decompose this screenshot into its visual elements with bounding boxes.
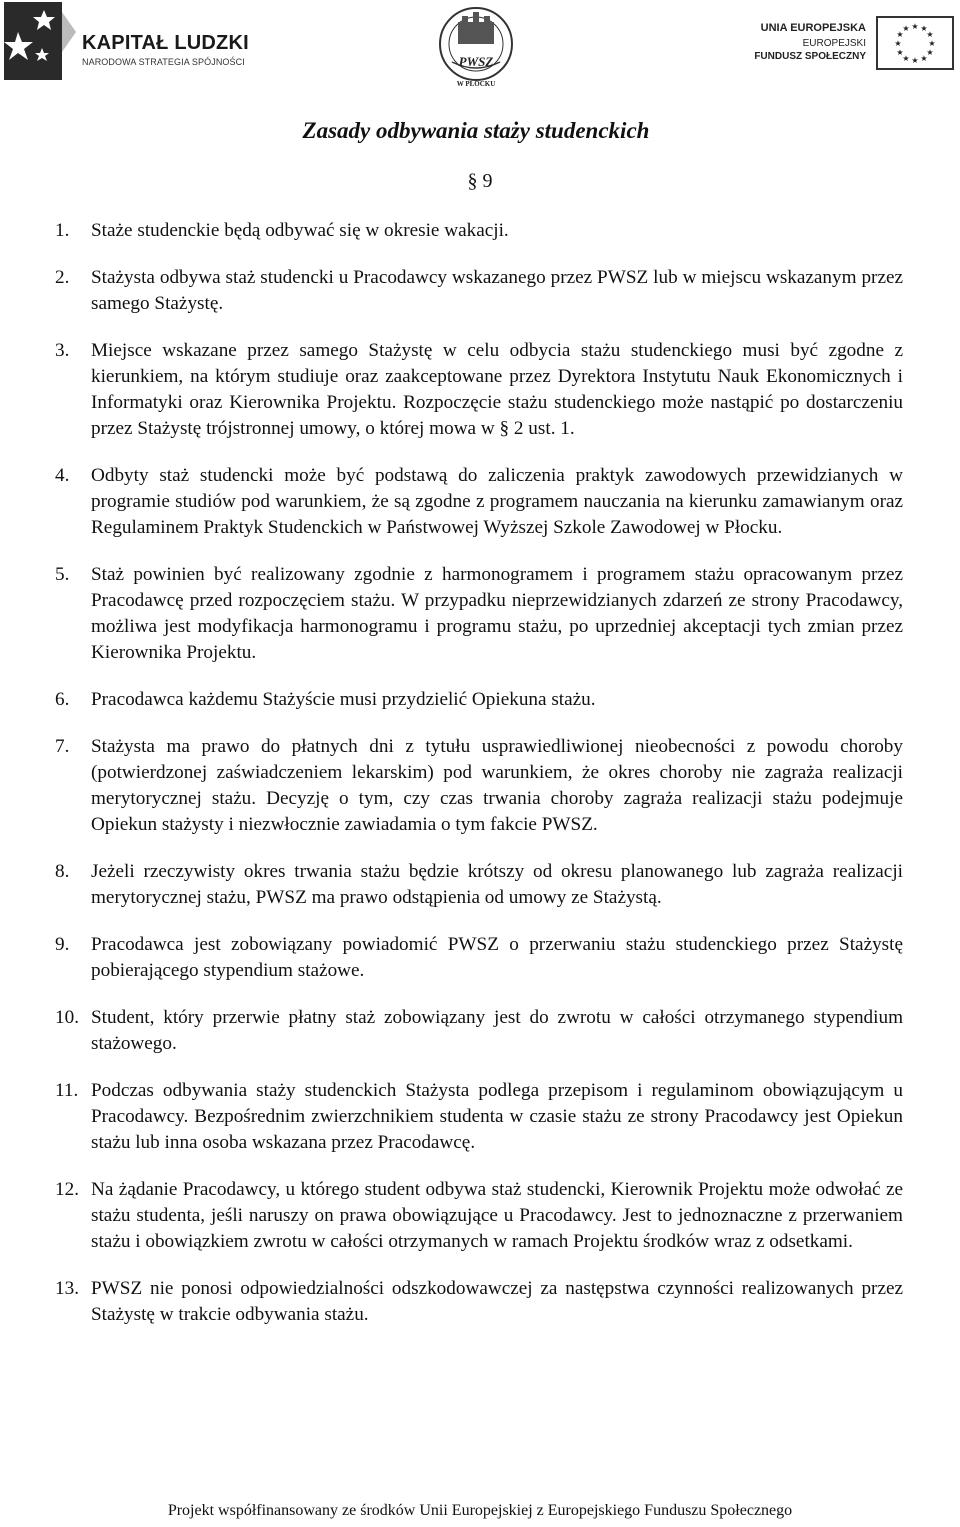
- list-item: [55, 1005, 903, 1057]
- kapital-ludzki-logo: [4, 2, 274, 82]
- list-item-text: Odbyty staż studencki może być podstawą do zaliczenia praktyk zawodowych przewidzianych w programie studiów pod warunkiem, że są zgodne z programem nauczania na kierunku zamawianym oraz Regulaminem Praktyk Studenckich w Państwowej Wyższej Szkole Zawodowej w Płocku.: [91, 465, 903, 538]
- list-item-text: Stażysta ma prawo do płatnych dni z tytułu usprawiedliwionej nieobecności z powodu choroby (potwierdzonej zaświadczeniem lekarskim) pod warunkiem, że okres choroby nie zagraża realizacji merytorycznej stażu. Decyzję o tym, czy czas trwania choroby zagraża realizacji stażu podejmuje Opiekun stażysty i niezwłocznie zawiadamia o tym fakcie PWSZ.: [91, 736, 903, 835]
- svg-text:★: ★: [926, 48, 934, 57]
- kapital-ludzki-subtitle: NARODOWA STRATEGIA SPÓJNOŚCI: [82, 57, 245, 67]
- svg-text:★: ★: [902, 54, 910, 63]
- list-item-number: 1.: [55, 220, 70, 241]
- svg-text:★: ★: [920, 54, 928, 63]
- list-item-text: Staże studenckie będą odbywać się w okresie wakacji.: [91, 220, 509, 241]
- svg-text:★: ★: [920, 24, 928, 33]
- list-item-number: 5.: [55, 564, 70, 585]
- list-item-text: Jeżeli rzeczywisty okres trwania stażu będzie krótszy od okresu planowanego lub zagraża realizacji merytorycznej stażu, PWSZ ma prawo odstąpienia od umowy ze Stażystą.: [91, 861, 903, 908]
- eu-logo-line1: UNIA EUROPEJSKA: [760, 22, 866, 34]
- pwsz-logo-city: W PŁOCKU: [456, 80, 496, 88]
- kapital-ludzki-emblem-icon: [4, 2, 76, 80]
- list-item-text: Pracodawca jest zobowiązany powiadomić PWSZ o przerwaniu stażu studenckiego przez Stażystę pobierającego stypendium stażowe.: [91, 934, 903, 981]
- page-header: [0, 0, 960, 100]
- list-item-text: Podczas odbywania staży studenckich Stażysta podlega przepisom i regulaminom obowiązującym u Pracodawcy. Bezpośrednim zwierzchnikiem studenta w czasie stażu ze strony Pracodawcy jest Opiekun stażu lub inna osoba wskazana przez Pracodawcę.: [91, 1080, 903, 1153]
- list-item-number: 11.: [55, 1080, 79, 1101]
- list-item-text: Student, który przerwie płatny staż zobowiązany jest do zwrotu w całości otrzymanego stypendium stażowego.: [91, 1007, 903, 1054]
- svg-text:★: ★: [911, 56, 919, 65]
- list-item-number: 7.: [55, 736, 70, 757]
- svg-text:★: ★: [902, 24, 910, 33]
- eu-logo: [754, 14, 954, 76]
- svg-text:★: ★: [928, 39, 936, 48]
- eu-logo-line3: FUNDUSZ SPOŁECZNY: [754, 51, 866, 62]
- pwsz-logo: [438, 2, 514, 92]
- list-item: [55, 218, 903, 244]
- list-item: [55, 562, 903, 666]
- list-item: [55, 932, 903, 984]
- list-item-text: Stażysta odbywa staż studencki u Pracodawcy wskazanego przez PWSZ lub w miejscu wskazanym przez samego Stażystę.: [91, 267, 903, 314]
- svg-text:★: ★: [894, 39, 902, 48]
- list-item: [55, 859, 903, 911]
- list-item-number: 4.: [55, 465, 70, 486]
- list-item-number: 3.: [55, 340, 70, 361]
- list-item-number: 2.: [55, 267, 70, 288]
- list-item: [55, 338, 903, 442]
- list-item: [55, 1177, 903, 1255]
- list-item-text: Miejsce wskazane przez samego Stażystę w celu odbycia stażu studenckiego musi być zgodne z kierunkiem, na którym studiuje oraz zaakceptowane przez Dyrektora Instytutu Nauk Ekonomicznych i Informatyki oraz Kierownika Projektu. Rozpoczęcie stażu studenckiego może nastąpić po dostarczeniu przez Stażystę trójstronnej umowy, o której mowa w § 2 ust. 1.: [91, 340, 903, 439]
- pwsz-logo-text: PWSZ: [458, 54, 494, 69]
- svg-text:★: ★: [896, 48, 904, 57]
- rules-list: [55, 218, 903, 1349]
- svg-text:★: ★: [911, 22, 919, 31]
- eu-flag-icon: [876, 16, 954, 70]
- list-item: [55, 265, 903, 317]
- list-item-text: PWSZ nie ponosi odpowiedzialności odszkodowawczej za następstwa czynności realizowanych przez Stażystę w trakcie odbywania stażu.: [91, 1278, 903, 1325]
- list-item: [55, 1276, 903, 1328]
- kapital-ludzki-title: KAPITAŁ LUDZKI: [82, 32, 249, 54]
- list-item-text: Staż powinien być realizowany zgodnie z harmonogramem i programem stażu opracowanym przez Pracodawcę przed rozpoczęciem stażu. W przypadku nieprzewidzianych zdarzeń ze strony Pracodawcy, możliwa jest modyfikacja harmonogramu i programu stażu, po uprzedniej akceptacji tych zmian przez Kierownika Projektu.: [91, 564, 903, 663]
- list-item-number: 10.: [55, 1007, 79, 1028]
- eu-logo-line2: EUROPEJSKI: [802, 38, 866, 49]
- list-item: [55, 687, 903, 713]
- page-footer: Projekt współfinansowany ze środków Unii Europejskiej z Europejskiego Funduszu Społecznego: [167, 1502, 793, 1519]
- list-item-number: 13.: [55, 1278, 79, 1299]
- list-item-text: Na żądanie Pracodawcy, u którego student odbywa staż studencki, Kierownik Projektu może odwołać ze stażu studenta, jeśli naruszy on prawa obowiązujące u Pracodawcy. Jest to jednoznaczne z przerwaniem stażu i obowiązkiem zwrotu w całości otrzymanych w ramach Projektu środków wraz z odsetkami.: [91, 1179, 903, 1252]
- svg-text:★: ★: [896, 30, 904, 39]
- list-item: [55, 1078, 903, 1156]
- list-item: [55, 463, 903, 541]
- list-item-number: 6.: [55, 689, 70, 710]
- section-number: § 9: [467, 170, 493, 192]
- pwsz-crest-icon: [438, 2, 514, 92]
- list-item: [55, 734, 903, 838]
- list-item-number: 8.: [55, 861, 70, 882]
- svg-text:★: ★: [926, 30, 934, 39]
- list-item-number: 12.: [55, 1179, 79, 1200]
- list-item-number: 9.: [55, 934, 70, 955]
- document-title: Zasady odbywania staży studenckich: [302, 118, 650, 143]
- list-item-text: Pracodawca każdemu Stażyście musi przydzielić Opiekuna stażu.: [91, 689, 596, 710]
